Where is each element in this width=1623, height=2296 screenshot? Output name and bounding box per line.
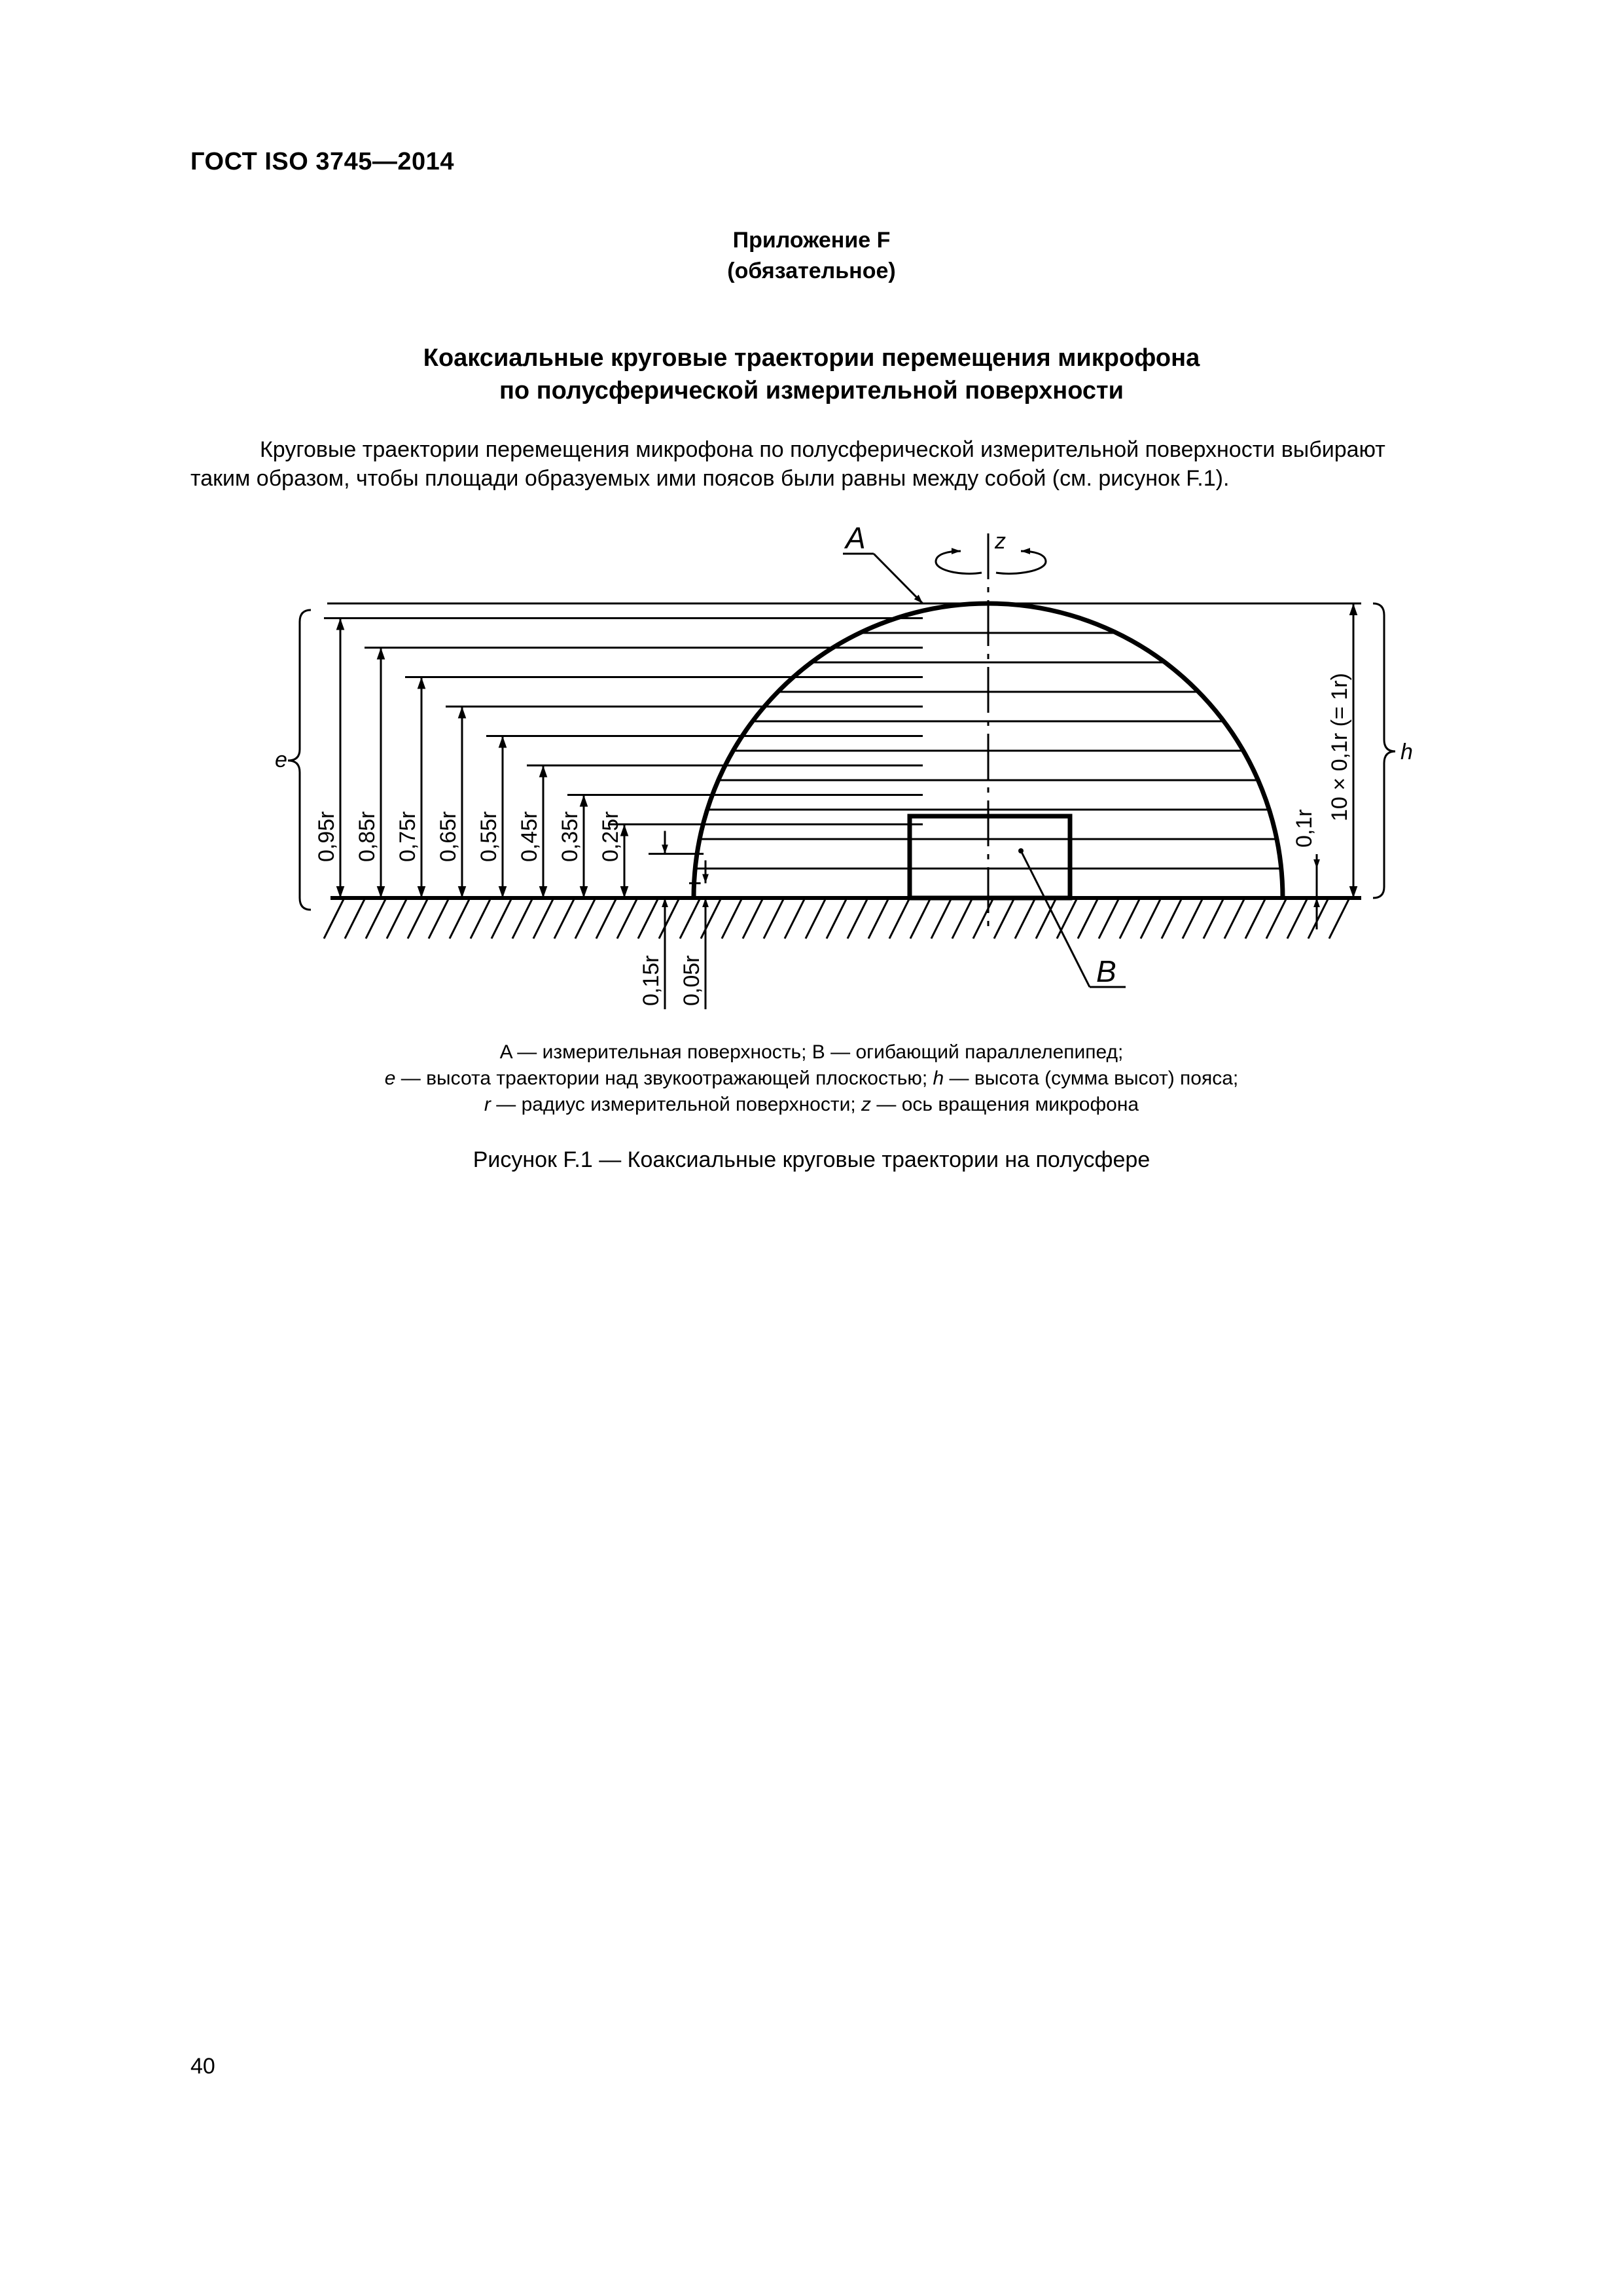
hatch-stroke — [680, 899, 700, 939]
hatch-stroke — [575, 899, 595, 939]
height-label: 0,25r — [598, 811, 623, 862]
hatch-stroke — [1036, 899, 1056, 939]
hatch-stroke — [1078, 899, 1097, 939]
hatch-stroke — [471, 899, 490, 939]
hatch-stroke — [1224, 899, 1244, 939]
body-paragraph-line-2: таким образом, чтобы площади образуемых ими поясов были равны между собой (см. рисунок F.1). — [190, 466, 1230, 491]
hatch-stroke — [868, 899, 888, 939]
label-A-leader — [874, 554, 923, 603]
hatch-stroke — [1329, 899, 1349, 939]
hatch-stroke — [638, 899, 658, 939]
hatch-stroke — [1141, 899, 1160, 939]
hatch-stroke — [785, 899, 804, 939]
hatch-stroke — [1266, 899, 1286, 939]
annex-type: (обязательное) — [727, 259, 896, 283]
height-label: 0,35r — [558, 811, 582, 862]
hatch-stroke — [491, 899, 511, 939]
legend-line-3 — [0, 1092, 1623, 1118]
height-dimension-labels — [314, 812, 704, 1007]
hatch-stroke — [324, 899, 344, 939]
hatch-stroke — [1287, 899, 1307, 939]
hatch-stroke — [701, 899, 721, 939]
label-e: e — [275, 747, 287, 772]
legend-line-1 — [0, 1039, 1623, 1066]
legend-symbol-e: e — [384, 1067, 396, 1089]
height-label: 0,95r — [314, 811, 339, 862]
hatch-stroke — [554, 899, 574, 939]
document-header: ГОСТ ISO 3745—2014 — [190, 148, 454, 175]
label-h: h — [1400, 740, 1413, 764]
legend-line-1-text: A — измерительная поверхность; B — огибающий параллелепипед; — [499, 1041, 1124, 1063]
dim-01r-label: 0,1r — [1292, 809, 1317, 848]
reflecting-plane-hatch — [324, 899, 1349, 939]
hatch-stroke — [1183, 899, 1202, 939]
height-label: 0,45r — [517, 811, 542, 862]
hatch-stroke — [659, 899, 679, 939]
figure-caption: Рисунок F.1 — Коаксиальные круговые траектории на полусфере — [473, 1147, 1150, 1172]
height-label: 0,65r — [436, 811, 461, 862]
reference-box — [910, 816, 1070, 898]
hatch-stroke — [827, 899, 846, 939]
rotation-arrow-right — [996, 551, 1046, 573]
hatch-stroke — [512, 899, 532, 939]
hatch-stroke — [1057, 899, 1077, 939]
hatch-stroke — [596, 899, 616, 939]
hatch-stroke — [450, 899, 469, 939]
label-B-leader — [1021, 851, 1090, 987]
height-label: 0,75r — [395, 811, 420, 862]
page-number: 40 — [190, 2054, 215, 2079]
hatch-stroke — [1162, 899, 1181, 939]
hatch-stroke — [408, 899, 427, 939]
height-label: 0,15r — [639, 955, 664, 1006]
annex-title: Приложение F — [732, 228, 891, 253]
hatch-stroke — [1308, 899, 1328, 939]
hatch-stroke — [764, 899, 783, 939]
hatch-stroke — [1204, 899, 1223, 939]
legend-symbol-r: r — [484, 1094, 491, 1115]
hatch-stroke — [429, 899, 448, 939]
height-label: 0,55r — [476, 811, 501, 862]
label-z: z — [995, 529, 1006, 554]
rotation-arrow-left — [936, 551, 982, 573]
legend-line-2 — [0, 1066, 1623, 1092]
hatch-stroke — [1120, 899, 1139, 939]
dim-total-label: 10 × 0,1r (= 1r) — [1327, 673, 1352, 821]
hatch-stroke — [806, 899, 825, 939]
hatch-stroke — [994, 899, 1014, 939]
hatch-stroke — [533, 899, 553, 939]
height-label: 0,05r — [679, 955, 704, 1006]
hatch-stroke — [366, 899, 385, 939]
legend-line-3-text-b: — ось вращения микрофона — [871, 1094, 1139, 1115]
body-paragraph-line-1: Круговые траектории перемещения микрофона по полусферической измерительной поверхности выбирают — [260, 437, 1385, 462]
hatch-stroke — [931, 899, 951, 939]
hatch-stroke — [952, 899, 972, 939]
hatch-stroke — [847, 899, 867, 939]
figure-legend — [0, 1039, 1623, 1118]
legend-line-3-text-a: — радиус измерительной поверхности; — [490, 1094, 862, 1115]
hatch-stroke — [889, 899, 909, 939]
section-title-line-1: Коаксиальные круговые траектории перемещения микрофона — [423, 344, 1200, 372]
hatch-stroke — [617, 899, 637, 939]
hatch-stroke — [973, 899, 993, 939]
section-title-line-2: по полусферической измерительной поверхности — [499, 377, 1124, 404]
hatch-stroke — [345, 899, 365, 939]
hatch-stroke — [387, 899, 406, 939]
hatch-stroke — [1015, 899, 1035, 939]
label-A: A — [846, 521, 866, 555]
height-label: 0,85r — [355, 811, 380, 862]
hatch-stroke — [1099, 899, 1118, 939]
label-B: B — [1096, 954, 1116, 988]
hatch-stroke — [722, 899, 741, 939]
legend-line-2-text-a: — высота траектории над звукоотражающей плоскостью; — [395, 1067, 933, 1089]
legend-symbol-h: h — [933, 1067, 944, 1089]
brace-h — [1373, 603, 1395, 898]
legend-symbol-z: z — [861, 1094, 872, 1115]
hatch-stroke — [910, 899, 930, 939]
brace-e — [288, 610, 311, 910]
hatch-stroke — [1245, 899, 1265, 939]
legend-line-2-text-b: — высота (сумма высот) пояса; — [944, 1067, 1239, 1089]
hatch-stroke — [743, 899, 762, 939]
